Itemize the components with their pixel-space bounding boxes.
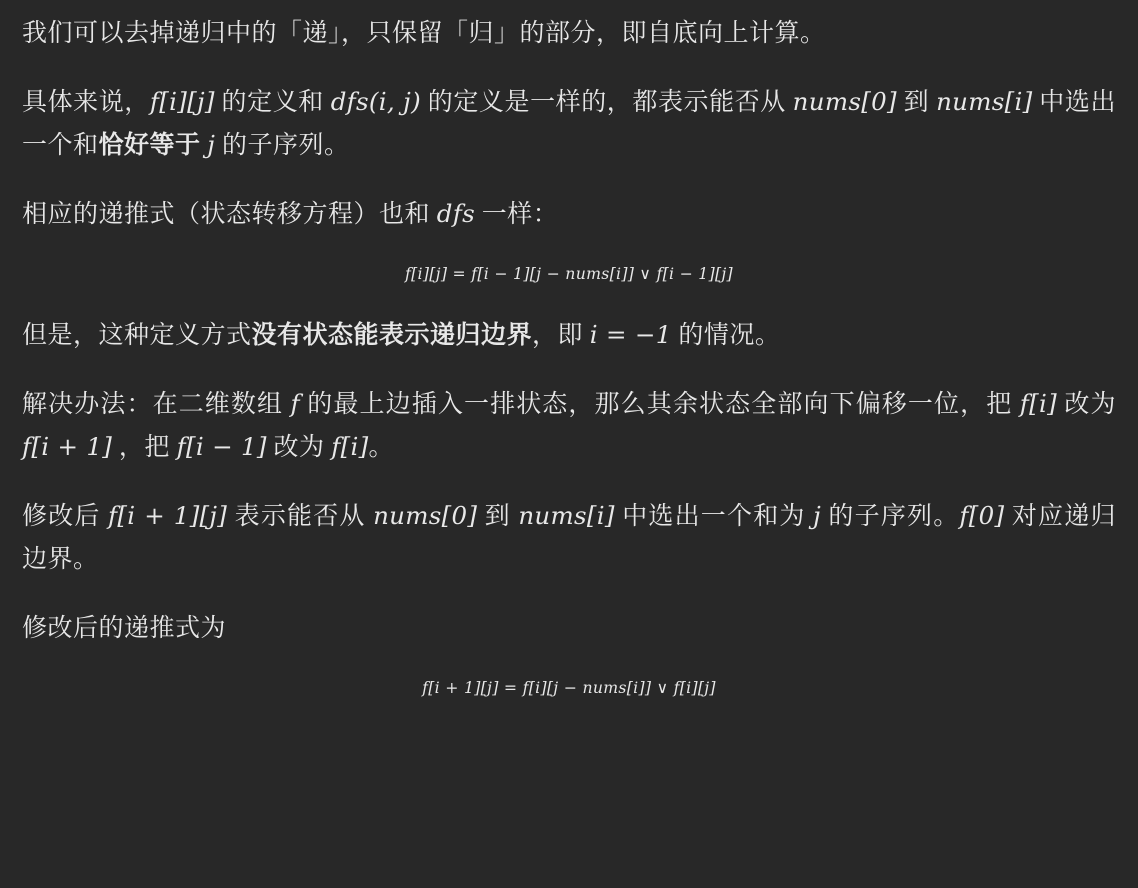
text-run: 的情况。 [671,321,781,349]
text-run: 改为 [266,433,332,461]
text-run: 的子序列。 [215,132,350,159]
text-run: 一样： [475,201,559,228]
text-run: 的子序列。 [820,502,960,530]
text-run: 的定义和 [214,89,331,116]
math-run: nums[0] [792,87,897,116]
math-run: f[i + 1] [22,431,113,461]
paragraph-definition [22,81,1116,167]
math-run: nums[0] [373,500,478,530]
paragraph-after-modification [22,495,1116,581]
paragraph-solution [22,383,1116,469]
math-run: nums[i] [518,500,615,530]
text-run: 的最上边插入一排状态，那么其余状态全部向下偏移一位，把 [299,390,1020,418]
bold-run: 没有状态能表示递归边界 [251,321,533,349]
text-run: 但是，这种定义方式 [22,321,252,349]
text-run: 具体来说， [22,89,150,116]
text-run: ，即 [532,321,590,349]
text-run: 表示能否从 [227,502,374,530]
paragraph-remove-recursion: 我们可以去掉递归中的「递」，只保留「归」的部分，即自底向上计算。 [22,20,826,47]
math-run: dfs [436,199,475,228]
formula-transition-shifted: f[i + 1][j] = f[i][j − nums[i]] ∨ f[i][j] [422,677,716,697]
text-run: 对应递归边界。 [22,502,1116,573]
text-run: 改为 [1057,390,1116,418]
paragraph-boundary-problem [22,314,1116,357]
text-run: 。 [368,433,395,461]
math-run: f[i][j] [149,87,215,116]
paragraph-transition-intro [22,193,1116,236]
text-run: ，把 [112,433,177,461]
paragraph-new-transition-intro: 修改后的递推式为 [22,614,227,642]
math-run: nums[i] [936,87,1033,116]
math-run: f[i] [1019,388,1057,418]
text-run: 修改后 [22,502,109,530]
text-run: 中选出一个和 [22,89,1116,159]
text-run: 到 [896,89,937,116]
math-run: f[i − 1] [176,431,267,461]
math-run: f[i + 1][j] [108,500,228,530]
math-run: i = −1 [589,319,672,349]
math-run: dfs(i, j) [330,87,421,116]
bold-run: 恰好等于 [98,132,201,159]
text-run: 中选出一个和为 [614,502,814,530]
math-run: f[i] [331,431,369,461]
text-run: 相应的递推式（状态转移方程）也和 [22,201,437,228]
text-run: 的定义是一样的，都表示能否从 [420,89,793,116]
math-run: j [813,500,821,530]
text-run: 解决办法：在二维数组 [22,390,291,418]
math-run: f[0] [959,500,1005,530]
math-run: f [290,388,300,418]
text-run: 到 [477,502,519,530]
formula-transition-original: f[i][j] = f[i − 1][j − nums[i]] ∨ f[i − 1][j] [405,264,733,283]
math-run: j [207,130,216,159]
